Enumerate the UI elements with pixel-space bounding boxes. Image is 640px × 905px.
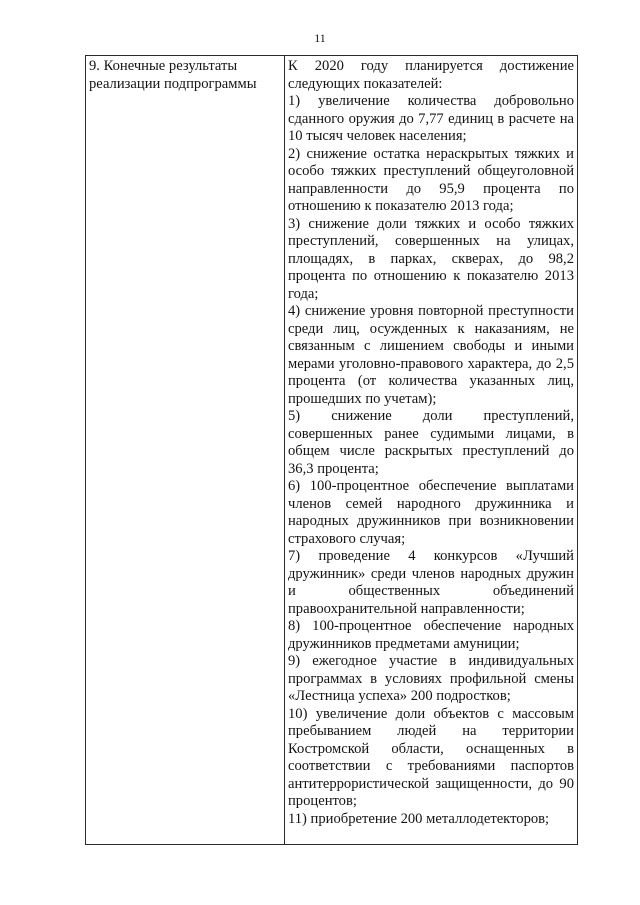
indicator-item: 2) снижение остатка нераскрытых тяжких и особо тяжких преступлений общеуголовной направленности до 95,9 процента по отношению к показателю 2013 года;	[288, 145, 574, 214]
indicator-item: 5) снижение доли преступлений, совершенных ранее судимыми лицами, в общем числе раскрытых преступлений до 36,3 процента;	[288, 408, 574, 477]
intro-text: К 2020 году планируется достижение следующих показателей:	[288, 58, 574, 92]
row-label: 9. Конечные результаты реализации подпрограммы	[89, 58, 257, 92]
indicator-item: 3) снижение доли тяжких и особо тяжких преступлений, совершенных на улицах, площадях, в парках, скверах, до 98,2 процента по отношению к показателю 2013 года;	[288, 215, 574, 302]
page-number: 11	[314, 31, 326, 45]
indicator-item: 4) снижение уровня повторной преступности среди лиц, осужденных к наказаниям, не связанным с лишением свободы и иными мерами уголовно-правового характера, до 2,5 процента (от количества указанных лиц, прошедших по учетам);	[288, 303, 574, 407]
indicator-item: 7) проведение 4 конкурсов «Лучший дружинник» среди членов народных дружин и общественных объединений правоохранительной направленности;	[288, 548, 574, 617]
indicator-item: 1) увеличение количества добровольно сданного оружия до 7,77 единиц в расчете на 10 тысяч человек населения;	[288, 93, 574, 144]
indicator-item: 8) 100-процентное обеспечение народных дружинников предметами амуниции;	[288, 618, 574, 652]
results-table	[85, 55, 578, 845]
indicator-item: 10) увеличение доли объектов с массовым пребыванием людей на территории Костромской области, оснащенных в соответствии с требованиями паспортов антитеррористической защищенности, до 90 процентов;	[288, 705, 574, 809]
row-label-cell	[86, 56, 285, 844]
indicator-item: 6) 100-процентное обеспечение выплатами членов семей народного дружинника и народных дружинников при возникновении страхового случая;	[288, 478, 574, 547]
indicator-item: 9) ежегодное участие в индивидуальных программах в условиях профильной смены «Лестница успеха» 200 подростков;	[288, 653, 574, 704]
indicator-item: 11) приобретение 200 металлодетекторов;	[288, 810, 550, 827]
row-content-cell	[285, 56, 577, 844]
